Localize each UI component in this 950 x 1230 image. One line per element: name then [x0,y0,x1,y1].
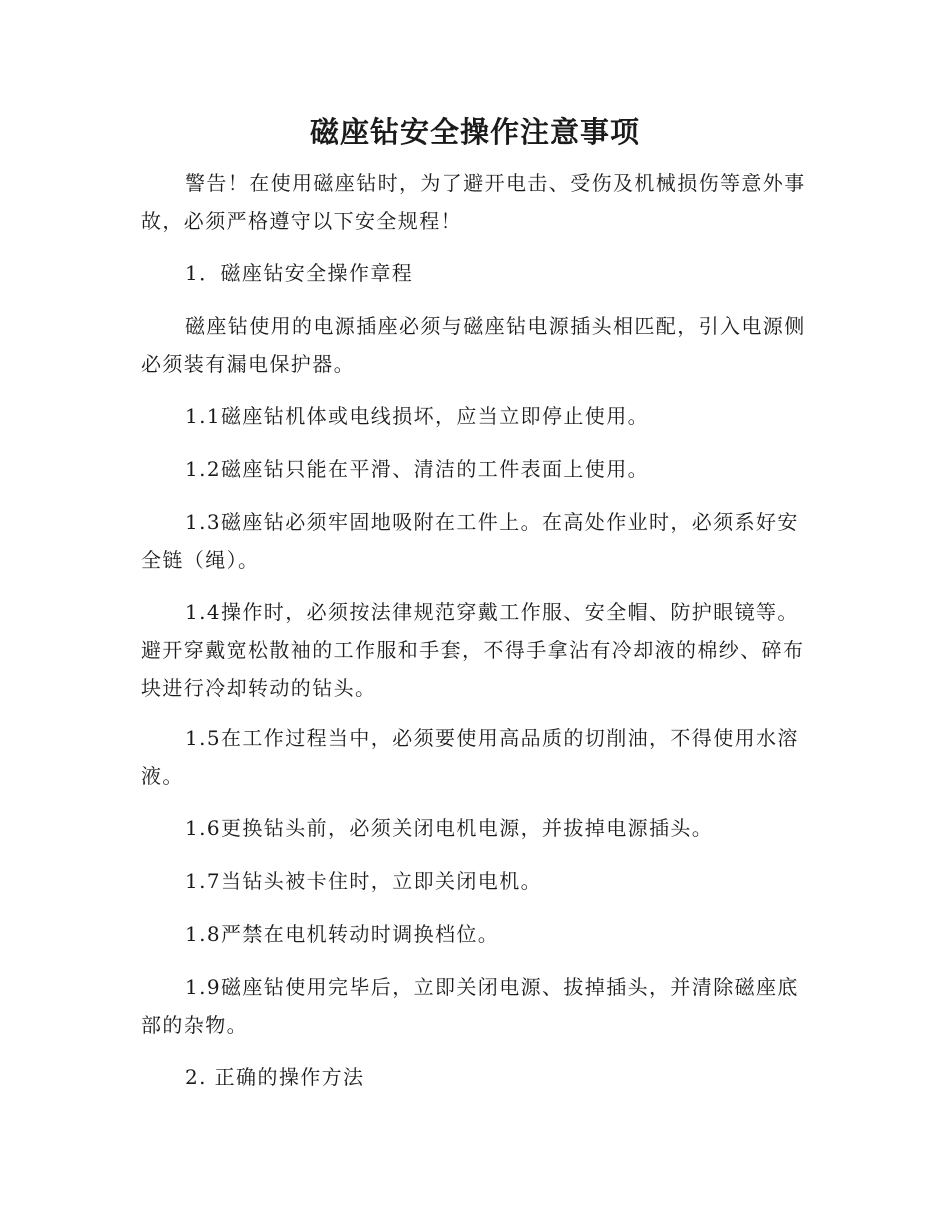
rule-1-3: 1.3磁座钻必须牢固地吸附在工件上。在高处作业时，必须系好安全链（绳）。 [141,510,799,572]
rule-1-1: 1.1磁座钻机体或电线损坏，应当立即停止使用。 [185,404,650,428]
section-heading-2: 2. 正确的操作方法 [185,1065,365,1089]
rule-1-6: 1.6更换钻头前，必须关闭电机电源，并拔掉电源插头。 [185,816,714,840]
section-heading-1: 1．磁座钻安全操作章程 [185,261,414,285]
rule-1-8: 1.8严禁在电机转动时调换档位。 [185,922,500,946]
document-title: 磁座钻安全操作注意事项 [309,115,640,149]
rule-1-5: 1.5在工作过程当中，必须要使用高品质的切削油，不得使用水溶液。 [141,726,799,788]
rule-1-4: 1.4操作时，必须按法律规范穿戴工作服、安全帽、防护眼镜等。避开穿戴宽松散袖的工作服和手套，不得手拿沾有冷却液的棉纱、碎布块进行冷却转动的钻头。 [141,600,805,700]
rule-1-9: 1.9磁座钻使用完毕后，立即关闭电源、拔掉插头，并清除磁座底部的杂物。 [141,975,799,1037]
paragraph-power-requirements: 磁座钻使用的电源插座必须与磁座钻电源插头相匹配，引入电源侧必须装有漏电保护器。 [141,314,806,376]
rule-1-2: 1.2磁座钻只能在平滑、清洁的工件表面上使用。 [185,457,650,481]
warning-paragraph: 警告！在使用磁座钻时，为了避开电击、受伤及机械损伤等意外事故，必须严格遵守以下安全规程！ [141,171,806,233]
rule-1-7: 1.7当钻头被卡住时，立即关闭电机。 [185,869,543,893]
